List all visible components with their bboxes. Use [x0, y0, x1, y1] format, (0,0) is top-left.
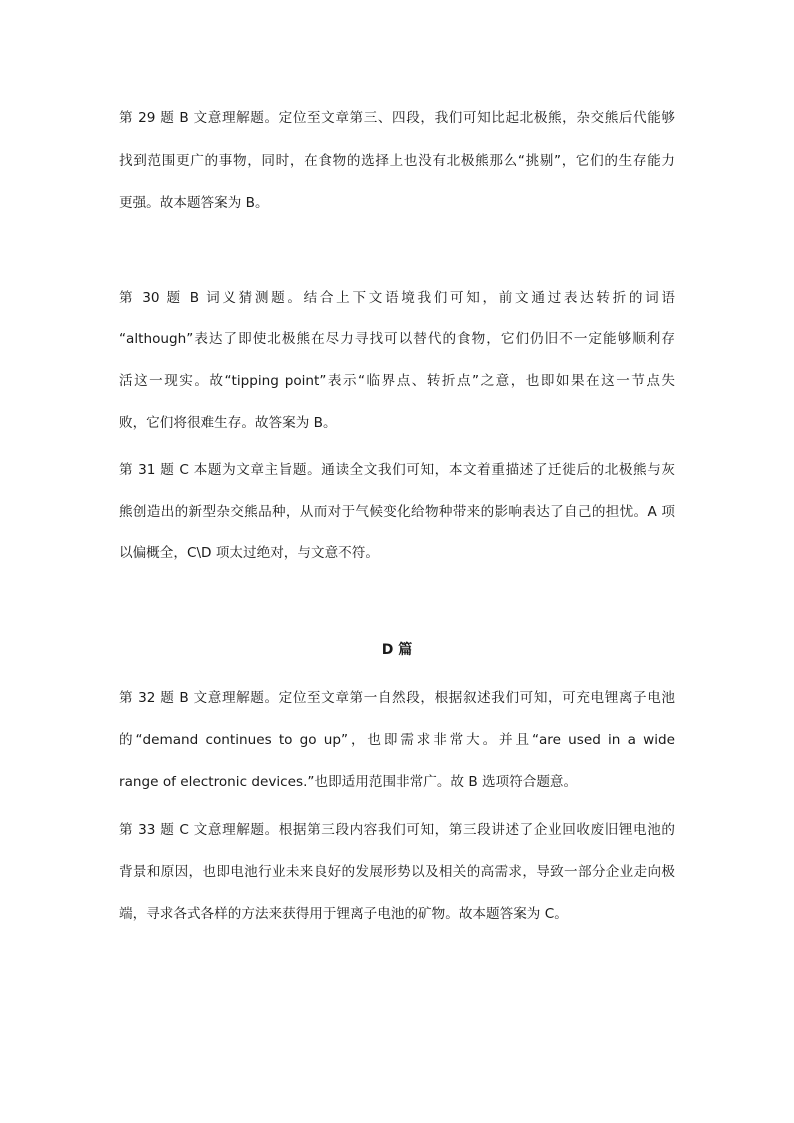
q32-line-2: 的“demand continues to go up”，也即需求非常大。并且“are used in a wide — [119, 732, 675, 748]
q31-line-3: 以偏概全，C\D 项太过绝对，与文意不符。 — [119, 545, 379, 561]
q32-line-1: 第 32 题 B 文意理解题。定位至文章第一自然段，根据叙述我们可知，可充电锂离子电池 — [119, 690, 675, 706]
q29-line-2: 找到范围更广的事物，同时，在食物的选择上也没有北极熊那么“挑剔”，它们的生存能力 — [119, 153, 675, 169]
q31-line-2: 熊创造出的新型杂交熊品种，从而对于气候变化给物种带来的影响表达了自己的担忧。A 项 — [119, 504, 675, 520]
q33-line-3: 端，寻求各式各样的方法来获得用于锂离子电池的矿物。故本题答案为 C。 — [119, 906, 568, 922]
q33-line-2: 背景和原因，也即电池行业未来良好的发展形势以及相关的高需求，导致一部分企业走向极 — [119, 864, 675, 880]
q30-line-2: “although”表达了即使北极熊在尽力寻找可以替代的食物，它们仍旧不一定能够顺利存 — [119, 331, 675, 347]
section-d-heading: D 篇 — [381, 642, 413, 658]
q29-line-1: 第 29 题 B 文意理解题。定位至文章第三、四段，我们可知比起北极熊，杂交熊后代能够 — [119, 110, 675, 126]
q30-line-1: 第 30 题 B 词义猜测题。结合上下文语境我们可知，前文通过表达转折的词语 — [119, 290, 675, 306]
q30-line-4: 败，它们将很难生存。故答案为 B。 — [119, 415, 337, 431]
q30-line-3: 活这一现实。故“tipping point”表示“临界点、转折点”之意，也即如果在这一节点失 — [119, 373, 675, 389]
q32-line-3: range of electronic devices.”也即适用范围非常广。故 B 选项符合题意。 — [119, 774, 578, 790]
q31-line-1: 第 31 题 C 本题为文章主旨题。通读全文我们可知，本文着重描述了迁徙后的北极熊与灰 — [119, 462, 675, 478]
q29-line-3: 更强。故本题答案为 B。 — [119, 195, 269, 211]
q33-line-1: 第 33 题 C 文意理解题。根据第三段内容我们可知，第三段讲述了企业回收废旧锂电池的 — [119, 822, 675, 838]
